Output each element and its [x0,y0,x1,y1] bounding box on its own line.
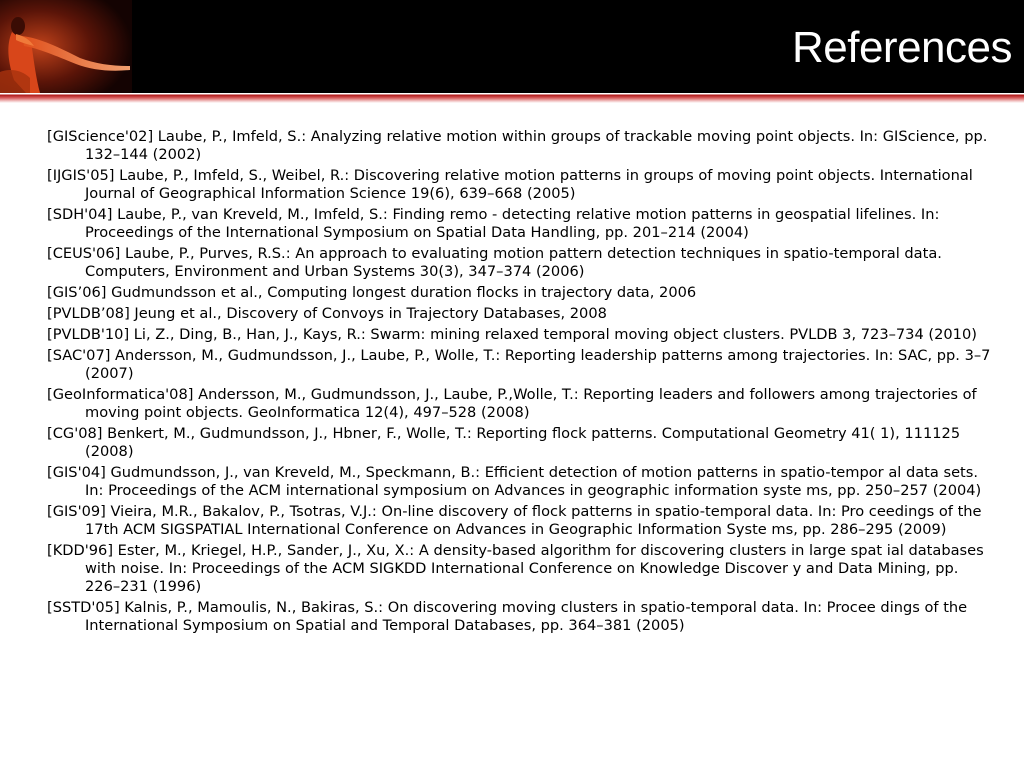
reference-item: [GIS'04] Gudmundsson, J., van Kreveld, M., Speckmann, B.: Efficient detection of motion patterns in spatio-tempor al data sets. In: Proceedings of the ACM international symposium on Advances in geographic information syste ms, pp. 250–257 (2004) [47,464,982,499]
reference-item: [SSTD'05] Kalnis, P., Mamoulis, N., Bakiras, S.: On discovering moving clusters in spatio-temporal data. In: Procee dings of the International Symposium on Spatial and Temporal Databases, pp. 364–381 (2005) [47,599,968,634]
reference-item: [GIS’06] Gudmundsson et al., Computing longest duration flocks in trajectory data, 2006 [47,284,697,301]
reference-item: [GIS'09] Vieira, M.R., Bakalov, P., Tsotras, V.J.: On-line discovery of flock patterns in spatio-temporal data. In: Pro ceedings of the 17th ACM SIGSPATIAL International Conference on Advances in Geographic Information Syste ms, pp. 286–295 (2009) [47,503,982,538]
reference-item: [SAC'07] Andersson, M., Gudmundsson, J., Laube, P., Wolle, T.: Reporting leadership patterns among trajectories. In: SAC, pp. 3–7 (2007) [47,347,991,382]
reference-item: [SDH'04] Laube, P., van Kreveld, M., Imfeld, S.: Finding remo - detecting relative motion patterns in geospatial lifelines. In: Proceedings of the International Symposium on Spatial Data Handling, pp. 201–214 (2004) [47,206,940,241]
reference-item: [PVLDB'10] Li, Z., Ding, B., Han, J., Kays, R.: Swarm: mining relaxed temporal moving object clusters. PVLDB 3, 723–734 (2010) [47,326,977,343]
slide-title: References [791,23,1012,72]
dancer-image [0,0,132,93]
reference-list [47,128,997,638]
reference-item: [GeoInformatica'08] Andersson, M., Gudmundsson, J., Laube, P.,Wolle, T.: Reporting leaders and followers among trajectories of moving point objects. GeoInformatica 12(4), 497–528 (2008) [47,386,977,421]
slide-header [0,0,1024,93]
reference-item: [CEUS'06] Laube, P., Purves, R.S.: An approach to evaluating motion pattern detection techniques in spatio-temporal data. Computers, Environment and Urban Systems 30(3), 347–374 (2006) [47,245,942,280]
reference-item: [KDD'96] Ester, M., Kriegel, H.P., Sander, J., Xu, X.: A density-based algorithm for discovering clusters in large spat ial databases with noise. In: Proceedings of the ACM SIGKDD International Conference on Knowledge Discover y and Data Mining, pp. 226–231 (1996) [47,542,984,595]
header-divider [0,93,1024,103]
reference-item: [GIScience'02] Laube, P., Imfeld, S.: Analyzing relative motion within groups of trackable moving point objects. In: GIScience, pp. 132–144 (2002) [47,128,988,163]
reference-item: [PVLDB’08] Jeung et al., Discovery of Convoys in Trajectory Databases, 2008 [47,305,607,322]
reference-item: [IJGIS'05] Laube, P., Imfeld, S., Weibel, R.: Discovering relative motion patterns in groups of moving point objects. International Journal of Geographical Information Science 19(6), 639–668 (2005) [47,167,973,202]
reference-item: [CG'08] Benkert, M., Gudmundsson, J., Hbner, F., Wolle, T.: Reporting flock patterns. Computational Geometry 41( 1), 111125 (2008) [47,425,961,460]
